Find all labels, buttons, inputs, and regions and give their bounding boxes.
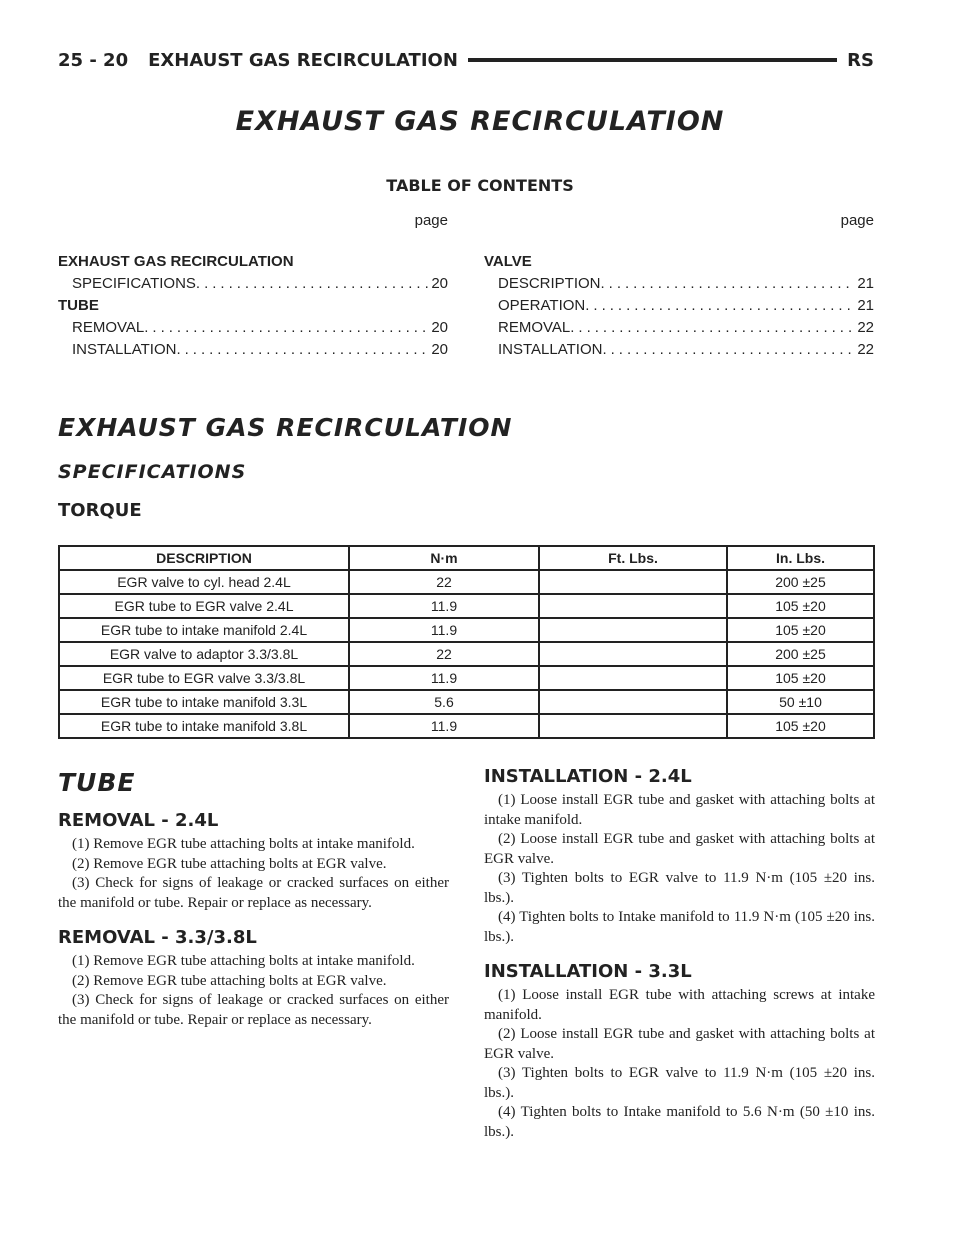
cell-nm: 11.9 bbox=[349, 618, 539, 642]
toc-leader bbox=[585, 295, 855, 317]
col-description: DESCRIPTION bbox=[59, 546, 349, 570]
install-33-step-1: (1) Loose install EGR tube with attaching screws at intake manifold. bbox=[484, 987, 875, 1023]
cell-description: EGR valve to cyl. head 2.4L bbox=[59, 570, 349, 594]
toc-right-column bbox=[484, 212, 874, 361]
toc-title: TABLE OF CONTENTS bbox=[386, 176, 574, 195]
table-row bbox=[59, 594, 874, 618]
col-nm: N·m bbox=[349, 546, 539, 570]
toc-head-valve[interactable]: VALVE bbox=[484, 253, 532, 270]
toc-entry-label: REMOVAL bbox=[72, 319, 145, 336]
section-title-egr: EXHAUST GAS RECIRCULATION bbox=[58, 413, 513, 442]
col-ft-lbs: Ft. Lbs. bbox=[539, 546, 727, 570]
cell-description: EGR valve to adaptor 3.3/3.8L bbox=[59, 642, 349, 666]
toc-leader bbox=[144, 317, 429, 339]
toc-entry-page: 21 bbox=[857, 297, 874, 314]
header-title: EXHAUST GAS RECIRCULATION bbox=[148, 49, 458, 71]
removal-24-step-3: (3) Check for signs of leakage or cracked surfaces on either the manifold or tube. Repair or replace as necessary. bbox=[58, 875, 449, 911]
cell-in-lbs: 105 ±20 bbox=[727, 594, 874, 618]
toc-leader bbox=[601, 273, 856, 295]
toc-left-column bbox=[58, 212, 448, 361]
cell-in-lbs: 105 ±20 bbox=[727, 618, 874, 642]
cell-nm: 22 bbox=[349, 570, 539, 594]
toc-entry-page: 20 bbox=[431, 341, 448, 358]
cell-nm: 22 bbox=[349, 642, 539, 666]
toc-entry-label: INSTALLATION bbox=[498, 341, 603, 358]
left-column bbox=[58, 810, 449, 1030]
toc-entry-specifications[interactable] bbox=[58, 273, 448, 295]
toc-entry-label: SPECIFICATIONS bbox=[72, 275, 196, 292]
toc-entry-page: 21 bbox=[857, 275, 874, 292]
toc-page-label: page bbox=[840, 212, 874, 229]
table-row bbox=[59, 570, 874, 594]
cell-description: EGR tube to intake manifold 3.3L bbox=[59, 690, 349, 714]
toc-entry-tube-removal[interactable] bbox=[58, 317, 448, 339]
section-title-torque: TORQUE bbox=[58, 500, 142, 521]
heading-install-24: INSTALLATION - 2.4L bbox=[484, 766, 692, 787]
install-33-step-4: (4) Tighten bolts to Intake manifold to 5.6 N·m (50 ±10 ins. lbs.). bbox=[484, 1104, 875, 1140]
header-code: RS bbox=[847, 49, 874, 71]
toc-head-egr[interactable]: EXHAUST GAS RECIRCULATION bbox=[58, 253, 294, 270]
cell-in-lbs: 50 ±10 bbox=[727, 690, 874, 714]
toc-entry-valve-removal[interactable] bbox=[484, 317, 874, 339]
page-number: 25 - 20 bbox=[58, 49, 129, 71]
removal-24-step-2: (2) Remove EGR tube attaching bolts at EGR valve. bbox=[72, 855, 387, 872]
toc-head-tube[interactable]: TUBE bbox=[58, 297, 99, 314]
right-column bbox=[484, 766, 875, 1142]
install-24-step-3: (3) Tighten bolts to EGR valve to 11.9 N·m (105 ±20 ins. lbs.). bbox=[484, 870, 875, 906]
section-title-specifications: SPECIFICATIONS bbox=[58, 461, 247, 483]
cell-ft-lbs bbox=[539, 714, 727, 738]
toc-entry-label: DESCRIPTION bbox=[498, 275, 601, 292]
removal-24-step-1: (1) Remove EGR tube attaching bolts at intake manifold. bbox=[72, 836, 415, 852]
toc-entry-tube-installation[interactable] bbox=[58, 339, 448, 361]
cell-nm: 11.9 bbox=[349, 594, 539, 618]
cell-ft-lbs bbox=[539, 690, 727, 714]
toc-entry-label: OPERATION bbox=[498, 297, 586, 314]
heading-removal-338: REMOVAL - 3.3/3.8L bbox=[58, 927, 257, 948]
table-header-row bbox=[59, 546, 874, 570]
install-33-step-3: (3) Tighten bolts to EGR valve to 11.9 N·m (105 ±20 ins. lbs.). bbox=[484, 1065, 875, 1101]
cell-description: EGR tube to EGR valve 2.4L bbox=[59, 594, 349, 618]
install-33-step-2: (2) Loose install EGR tube and gasket with attaching bolts at EGR valve. bbox=[484, 1026, 875, 1062]
install-24-step-4: (4) Tighten bolts to Intake manifold to 11.9 N·m (105 ±20 ins. lbs.). bbox=[484, 909, 875, 945]
table-row bbox=[59, 618, 874, 642]
install-24-step-2: (2) Loose install EGR tube and gasket with attaching bolts at EGR valve. bbox=[484, 831, 875, 867]
cell-in-lbs: 105 ±20 bbox=[727, 714, 874, 738]
cell-ft-lbs bbox=[539, 594, 727, 618]
toc-entry-page: 20 bbox=[431, 319, 448, 336]
toc-entry-label: REMOVAL bbox=[498, 319, 571, 336]
cell-in-lbs: 105 ±20 bbox=[727, 666, 874, 690]
toc-entry-valve-description[interactable] bbox=[484, 273, 874, 295]
toc-leader bbox=[196, 273, 429, 295]
toc-entry-page: 22 bbox=[857, 319, 874, 336]
cell-description: EGR tube to intake manifold 3.8L bbox=[59, 714, 349, 738]
cell-ft-lbs bbox=[539, 666, 727, 690]
section-title-tube: TUBE bbox=[58, 768, 136, 797]
table-row bbox=[59, 642, 874, 666]
removal-338-step-3: (3) Check for signs of leakage or cracked surfaces on either the manifold or tube. Repair or replace as necessary. bbox=[58, 992, 449, 1028]
cell-description: EGR tube to EGR valve 3.3/3.8L bbox=[59, 666, 349, 690]
cell-in-lbs: 200 ±25 bbox=[727, 642, 874, 666]
main-title: EXHAUST GAS RECIRCULATION bbox=[235, 106, 725, 137]
header-rule bbox=[468, 58, 837, 62]
cell-ft-lbs bbox=[539, 642, 727, 666]
cell-ft-lbs bbox=[539, 570, 727, 594]
install-24-step-1: (1) Loose install EGR tube and gasket with attaching bolts at intake manifold. bbox=[484, 792, 875, 828]
toc-entry-valve-installation[interactable] bbox=[484, 339, 874, 361]
cell-nm: 11.9 bbox=[349, 666, 539, 690]
table-row bbox=[59, 714, 874, 738]
toc-entry-label: INSTALLATION bbox=[72, 341, 177, 358]
removal-338-step-2: (2) Remove EGR tube attaching bolts at EGR valve. bbox=[72, 972, 387, 989]
cell-description: EGR tube to intake manifold 2.4L bbox=[59, 618, 349, 642]
torque-table bbox=[58, 545, 875, 739]
removal-338-step-1: (1) Remove EGR tube attaching bolts at intake manifold. bbox=[72, 953, 415, 969]
col-in-lbs: In. Lbs. bbox=[727, 546, 874, 570]
toc-leader bbox=[570, 317, 855, 339]
table-row bbox=[59, 666, 874, 690]
toc-leader bbox=[602, 339, 855, 361]
toc-leader bbox=[176, 339, 429, 361]
heading-install-33: INSTALLATION - 3.3L bbox=[484, 961, 692, 982]
cell-in-lbs: 200 ±25 bbox=[727, 570, 874, 594]
cell-nm: 5.6 bbox=[349, 690, 539, 714]
heading-removal-24: REMOVAL - 2.4L bbox=[58, 810, 219, 831]
toc-page-label: page bbox=[414, 212, 448, 229]
cell-ft-lbs bbox=[539, 618, 727, 642]
cell-nm: 11.9 bbox=[349, 714, 539, 738]
toc-entry-page: 20 bbox=[431, 275, 448, 292]
toc-entry-valve-operation[interactable] bbox=[484, 295, 874, 317]
table-row bbox=[59, 690, 874, 714]
running-header bbox=[58, 46, 874, 74]
toc-entry-page: 22 bbox=[857, 341, 874, 358]
